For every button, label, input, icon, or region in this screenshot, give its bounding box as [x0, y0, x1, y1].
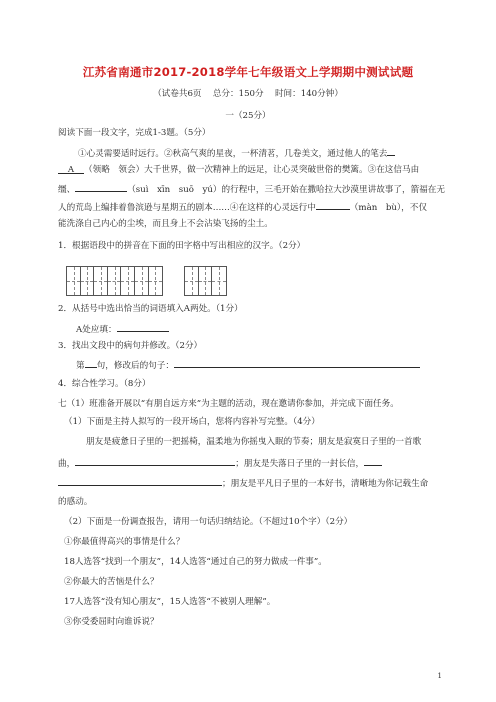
blank[interactable] [387, 146, 395, 156]
q2-blank[interactable] [117, 322, 169, 332]
q4-intro: 七（1）班准备开展以“有朋自远方来”为主题的活动，现在邀请你参加，并完成下面任务。 [58, 399, 399, 409]
q4-task-1-line-3 [58, 476, 428, 490]
question-1: 1．根据语段中的拼音在下面的田字格中写出相应的汉字。（2分） [58, 241, 306, 251]
q4-text: ；朋友是平凡日子里的一本好书，清晰地为你记载生命 [222, 479, 429, 489]
q4-task-1: （1）下面是主持人拟写的一段开场白，您将内容补写完整。（4分） [64, 417, 320, 427]
survey-answer-2: 17人选答“没有知心朋友”，15人选答“不被别人理解”。 [64, 597, 276, 607]
section-heading: 一（25分） [225, 111, 271, 121]
exam-title: 江苏省南通市2017-2018学年七年级语文上学期期中测试试题 [82, 65, 414, 79]
q3-blank-number[interactable] [85, 358, 97, 368]
question-3: 3．找出文段中的病句并修改。（2分） [58, 341, 203, 351]
survey-answer-1: 18人选答“找到一个朋友”，14人选答“通过自己的努力做成一件事”。 [64, 557, 327, 567]
q2-answer-line [76, 322, 169, 336]
q3-label: 句，修改后的句子： [96, 361, 174, 371]
q4-task-1-line-1: 朋友是疲惫日子里的一把摇椅，温柔地为你摇曳入眠的节奏；朋友是寂寞日子里的一首歌 [86, 437, 422, 447]
passage-text: （suì xīn suō yú）的行程中，三毛开始在撒哈拉大沙漠里讲故事了，箭福在无 [127, 185, 445, 195]
passage-text: 缰、 [58, 185, 76, 195]
tianzige-grid-1[interactable] [66, 266, 163, 296]
blank[interactable] [316, 200, 350, 210]
exam-meta: （试卷共6页 总分：150分 时间：140分钟） [153, 89, 343, 99]
passage-text: ①心灵需要适时远行。②秋高气爽的星夜，一杯清茗，几卷美文，通过他人的笔去 [78, 149, 388, 159]
question-4: 4．综合性学习。（8分） [58, 379, 151, 389]
q4-blank-1[interactable] [75, 456, 235, 466]
q4-task-2: （2）下面是一份调查报告，请用一句话归纳结论。（不超过10个字）（2分） [64, 517, 353, 527]
blank[interactable] [75, 182, 127, 192]
blank-a[interactable] [58, 164, 84, 174]
question-2: 2．从括号中选出恰当的词语填入A两处。（1分） [58, 304, 243, 314]
passage-line-3 [58, 182, 445, 196]
blank-a-label: A [67, 165, 75, 175]
page-number: 1 [437, 672, 442, 680]
q4-task-1-line-4: 的感动。 [58, 497, 93, 507]
passage-line-4 [58, 200, 427, 214]
q4-text: ；朋友是失落日子里的一封长信， [235, 459, 365, 469]
q4-text: 曲， [58, 459, 76, 469]
survey-question-2: ②你最大的苦恼是什么？ [64, 577, 159, 587]
q3-blank-sentence[interactable] [174, 358, 420, 368]
passage-line-2 [58, 164, 419, 176]
q3-label: 第 [76, 361, 85, 371]
q4-blank-2-start[interactable] [364, 456, 382, 466]
passage-line-5: 能洗涤自己内心的尘埃，而且身上不会沾染飞扬的尘土。 [58, 219, 273, 229]
survey-question-1: ①你最值得高兴的事情是什么？ [64, 537, 185, 547]
q2-label: A处应填： [76, 325, 117, 335]
survey-question-3: ③你受委屈时向谁诉说？ [64, 617, 159, 627]
q4-blank-2[interactable] [58, 476, 222, 486]
passage-line-1 [78, 146, 395, 160]
reading-instruction: 阅读下面一段文字，完成1-3题。（5分） [58, 128, 211, 138]
tianzige-grid-2[interactable] [184, 266, 227, 296]
passage-text: （màn bù），不仅 [349, 203, 427, 213]
q3-answer-line [76, 358, 420, 372]
passage-text: （领略 领会）大千世界，做一次精神上的远足，让心灵突破世俗的樊篱。③在这信马由 [84, 165, 420, 175]
q4-task-1-line-2 [58, 456, 382, 470]
passage-text: 人的荒岛上编排着鲁滨逊与星期五的剧本……④在这样的心灵远行中 [58, 203, 316, 213]
